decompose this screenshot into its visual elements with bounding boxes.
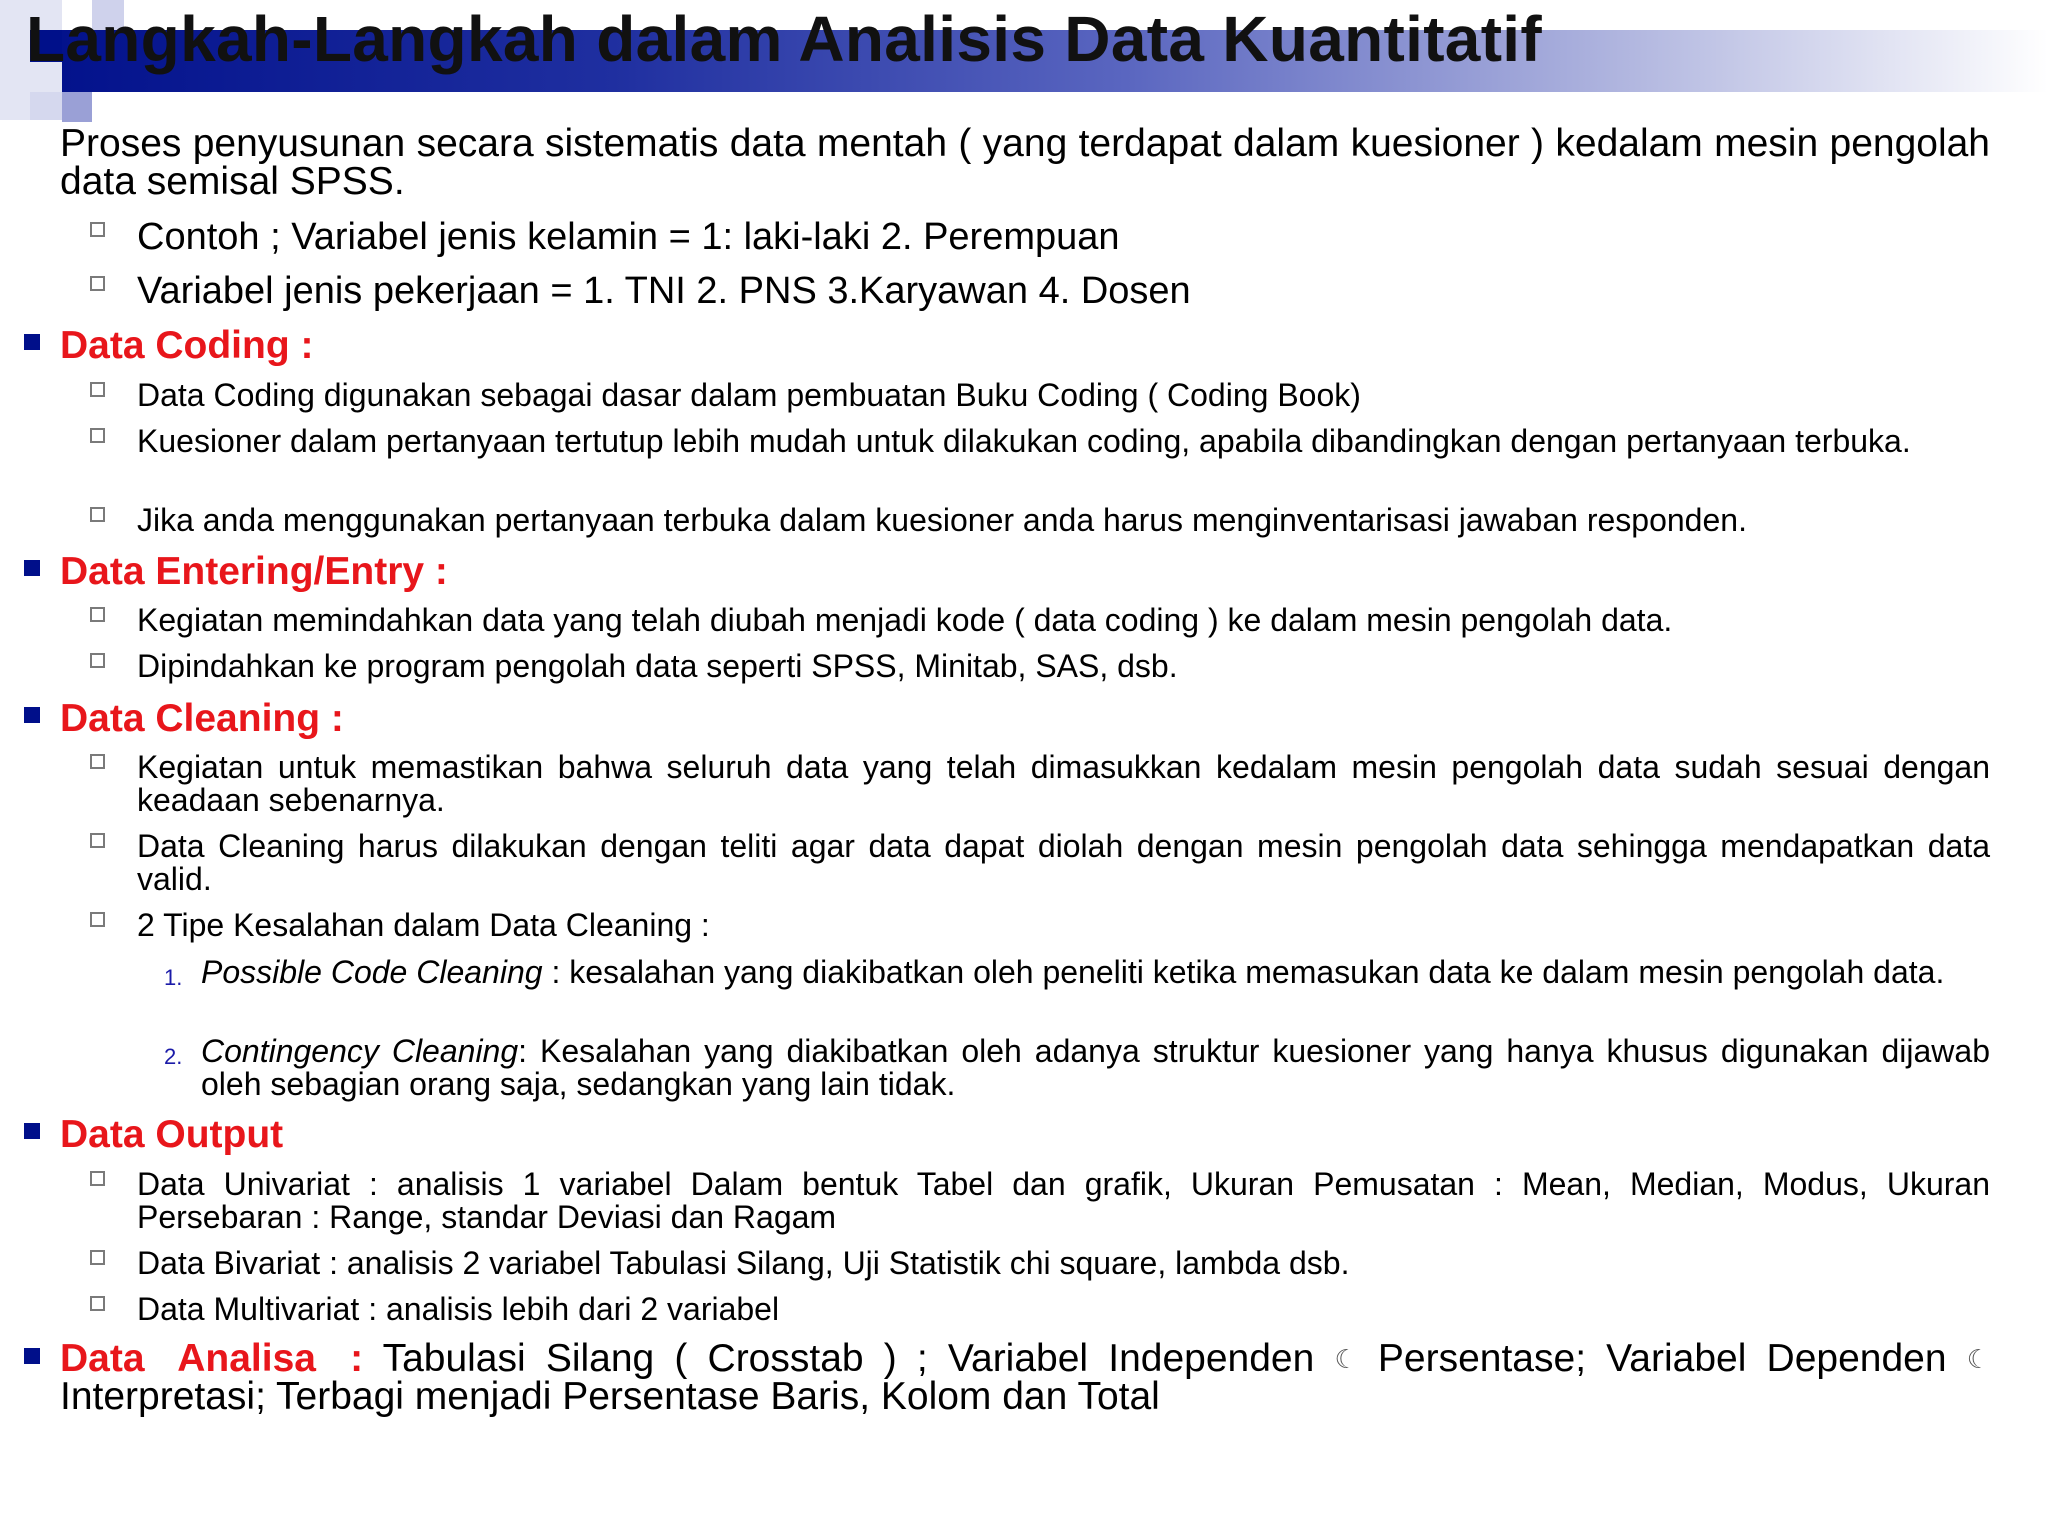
hollow-bullet-icon — [90, 912, 105, 927]
coding-item: Kuesioner dalam pertanyaan tertutup lebih mudah untuk dilakukan coding, apabila dibandingkan dengan pertanyaan terbuka. — [137, 423, 1911, 459]
hollow-bullet-icon — [90, 1296, 105, 1311]
hollow-bullet-icon — [90, 1250, 105, 1265]
intro-paragraph: Proses penyusunan secara sistematis data mentah ( yang terdapat dalam kuesioner ) kedalam mesin pengolah data semisal SPSS. — [60, 122, 1990, 203]
term-description: : Kesalahan yang diakibatkan oleh adanya struktur kuesioner yang hanya khusus digunakan dijawab oleh sebagian orang saja, sedangkan yang lain tidak. — [201, 1033, 1991, 1102]
hollow-bullet-icon — [90, 507, 105, 522]
cleaning-numbered-item — [201, 956, 1990, 989]
term-description: : kesalahan yang diakibatkan oleh peneliti ketika memasukan data ke dalam mesin pengolah data. — [542, 954, 1945, 990]
term: Possible Code Cleaning — [201, 954, 543, 990]
section-heading-analisa: Data Analisa : — [60, 1337, 364, 1380]
square-bullet-icon — [24, 707, 40, 723]
cleaning-item: 2 Tipe Kesalahan dalam Data Cleaning : — [137, 907, 710, 943]
output-item: Data Multivariat : analisis lebih dari 2 variabel — [137, 1291, 780, 1327]
hollow-bullet-icon — [90, 382, 105, 397]
cleaning-item: Kegiatan untuk memastikan bahwa seluruh data yang telah dimasukkan kedalam mesin pengolah data sudah sesuai dengan keadaan sebenarnya. — [137, 749, 1990, 818]
square-bullet-icon — [24, 1348, 40, 1364]
section-heading-coding: Data Coding : — [60, 324, 314, 367]
hollow-bullet-icon — [90, 1171, 105, 1186]
intro-item: Contoh ; Variabel jenis kelamin = 1: laki-laki 2. Perempuan — [137, 216, 1120, 258]
entry-item: Kegiatan memindahkan data yang telah diubah menjadi kode ( data coding ) ke dalam mesin pengolah data. — [137, 602, 1673, 638]
entry-item: Dipindahkan ke program pengolah data seperti SPSS, Minitab, SAS, dsb. — [137, 648, 1178, 684]
output-item: Data Bivariat : analisis 2 variabel Tabulasi Silang, Uji Statistik chi square, lambda dsb. — [137, 1245, 1350, 1281]
analisa-text-part3: Interpretasi; Terbagi menjadi Persentase Baris, Kolom dan Total — [60, 1375, 1160, 1418]
hollow-bullet-icon — [90, 607, 105, 622]
list-number: 2. — [164, 1044, 183, 1069]
square-bullet-icon — [24, 560, 40, 576]
hollow-bullet-icon — [90, 653, 105, 668]
hollow-bullet-icon — [90, 428, 105, 443]
hollow-bullet-icon — [90, 754, 105, 769]
decor-square — [30, 92, 62, 120]
decor-square — [62, 92, 92, 122]
analisa-paragraph — [60, 1337, 1990, 1418]
analisa-text-part2: Persentase; Variabel Dependen — [1357, 1337, 1967, 1380]
arrow-icon: ☾ — [1334, 1344, 1358, 1374]
intro-item: Variabel jenis pekerjaan = 1. TNI 2. PNS 3.Karyawan 4. Dosen — [137, 270, 1191, 312]
list-number: 1. — [164, 965, 183, 990]
square-bullet-icon — [24, 1123, 40, 1139]
hollow-bullet-icon — [90, 276, 105, 291]
analisa-text-part1: Tabulasi Silang ( Crosstab ) ; Variabel Independen — [363, 1337, 1335, 1380]
term: Contingency Cleaning — [201, 1033, 519, 1069]
hollow-bullet-icon — [90, 222, 105, 237]
slide-title: Langkah-Langkah dalam Analisis Data Kuantitatif — [26, 3, 1543, 75]
square-bullet-icon — [24, 334, 40, 350]
section-heading-entry: Data Entering/Entry : — [60, 550, 448, 593]
arrow-icon: ☾ — [1966, 1344, 1990, 1374]
output-item: Data Univariat : analisis 1 variabel Dalam bentuk Tabel dan grafik, Ukuran Pemusatan : Mean, Median, Modus, Ukuran Persebaran : Range, standar Deviasi dan Ragam — [137, 1166, 1990, 1235]
cleaning-item: Data Cleaning harus dilakukan dengan teliti agar data dapat diolah dengan mesin pengolah data sehingga mendapatkan data valid. — [137, 828, 1990, 897]
coding-item: Data Coding digunakan sebagai dasar dalam pembuatan Buku Coding ( Coding Book) — [137, 377, 1361, 413]
hollow-bullet-icon — [90, 833, 105, 848]
coding-item: Jika anda menggunakan pertanyaan terbuka dalam kuesioner anda harus menginventarisasi jawaban responden. — [137, 502, 1747, 538]
section-heading-output: Data Output — [60, 1113, 284, 1156]
cleaning-numbered-item — [201, 1035, 1990, 1101]
section-heading-cleaning: Data Cleaning : — [60, 697, 344, 740]
